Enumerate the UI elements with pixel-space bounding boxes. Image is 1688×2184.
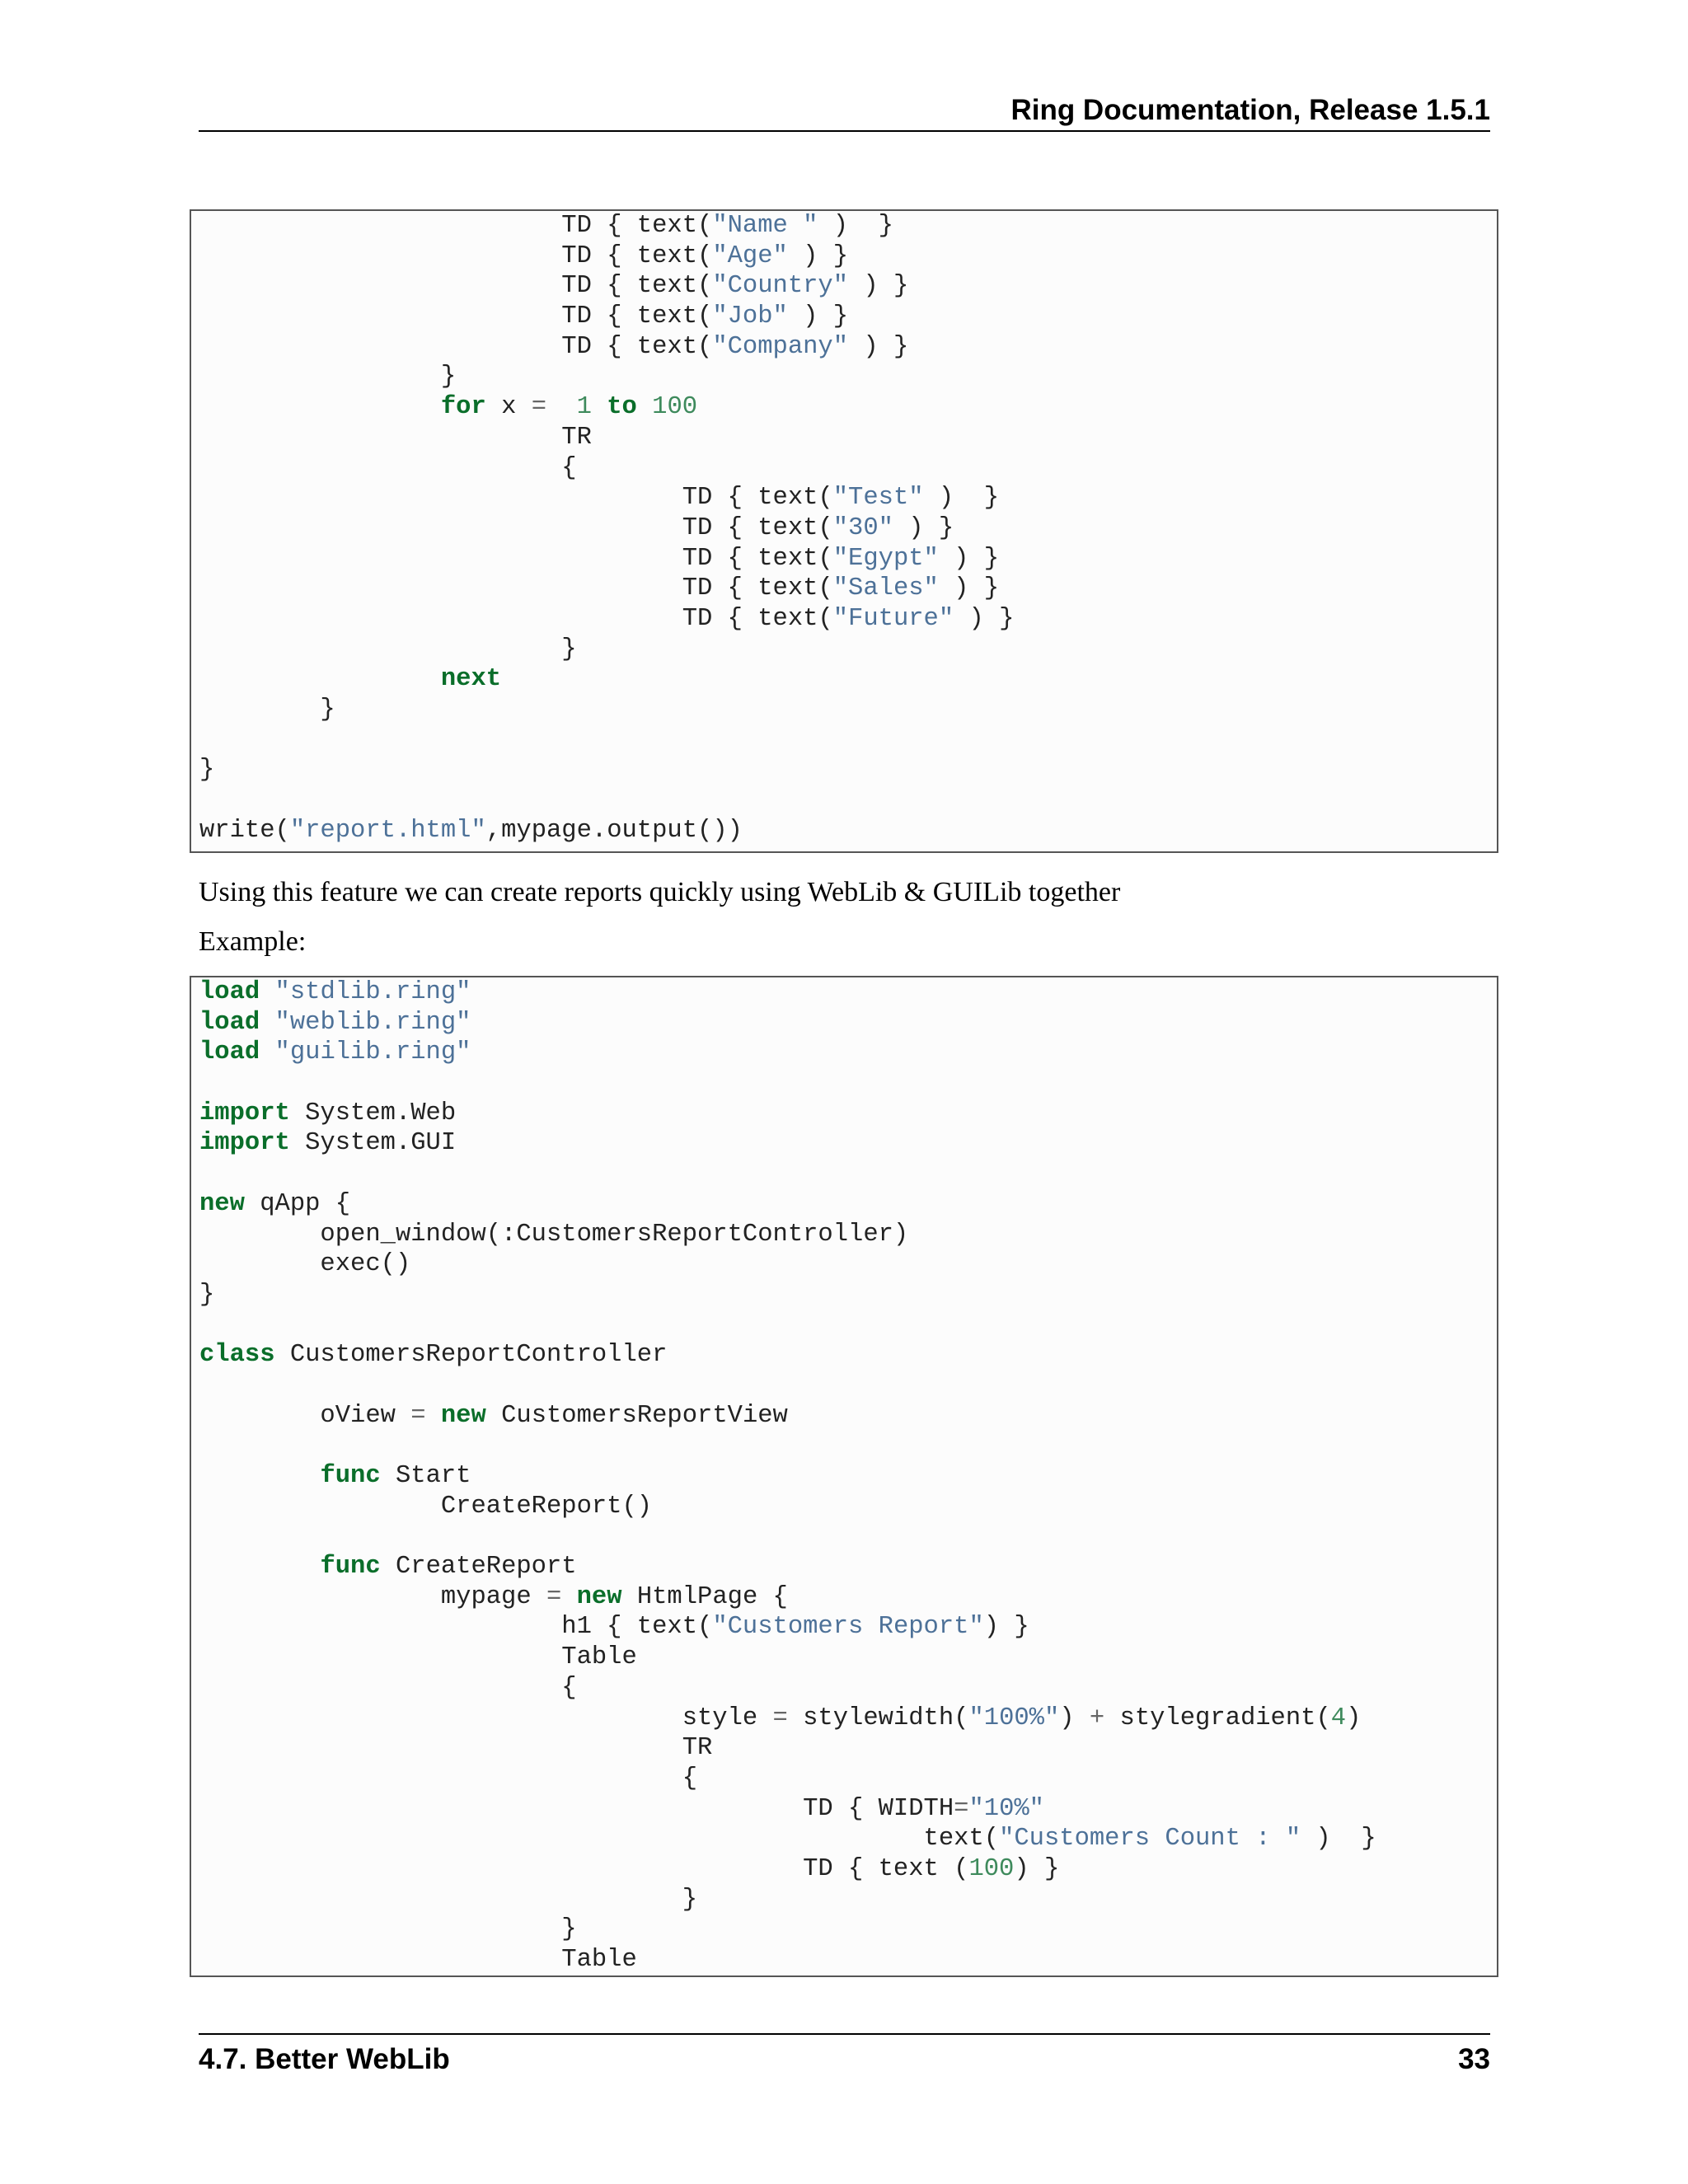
code-block-2-line: new qApp { <box>199 1189 351 1218</box>
code-block-2-line: Table <box>199 1643 637 1672</box>
code-block-2-line: } <box>199 1915 577 1944</box>
header-divider <box>199 130 1490 132</box>
code-block-2-line: open_window(:CustomersReportController) <box>199 1220 909 1249</box>
code-block-2-line: Table <box>199 1946 637 1974</box>
code-block-2-line: h1 { text("Customers Report") } <box>199 1613 1029 1642</box>
code-block-2-line <box>199 1371 1497 1401</box>
footer-divider <box>199 2033 1490 2035</box>
code-block-1 <box>190 209 1498 853</box>
code-block-1-line: } <box>199 363 457 391</box>
code-block-2-line: text("Customers Count : " ) } <box>199 1825 1376 1854</box>
code-block-2-line: exec() <box>199 1250 411 1279</box>
code-block-1-line: } <box>199 756 215 785</box>
code-block-2-line: } <box>199 1280 215 1309</box>
code-block-2-content <box>191 977 1497 1975</box>
code-block-2-line: TR <box>199 1734 713 1763</box>
code-block-1-line: TD { text("30" ) } <box>682 513 954 542</box>
code-block-1-content <box>191 211 1497 846</box>
code-block-2-line: load "guilib.ring" <box>199 1038 471 1067</box>
code-block-2-line: mypage = new HtmlPage { <box>199 1582 788 1611</box>
code-block-2-line: { <box>199 1764 697 1793</box>
code-block-1-line: TD { text("Age" ) } <box>561 241 849 270</box>
footer-page-number: 33 <box>1458 2043 1490 2075</box>
code-block-2-line: { <box>199 1673 577 1702</box>
code-block-1-line: TR <box>199 423 592 452</box>
code-block-1-line: TD { text("Future" ) } <box>682 604 1015 633</box>
code-block-1-line: write("report.html",mypage.output()) <box>199 816 743 845</box>
code-block-1-line: } <box>199 635 577 663</box>
code-block-2-line: oView = new CustomersReportView <box>199 1401 788 1430</box>
code-block-1-line: TD { text("Company" ) } <box>561 332 909 361</box>
code-block-1-line: TD { text("Country" ) } <box>561 272 909 301</box>
code-block-2-line <box>199 1310 1497 1341</box>
code-block-1-line: { <box>199 453 577 482</box>
footer-section-title: 4.7. Better WebLib <box>199 2043 450 2075</box>
code-block-2-line: class CustomersReportController <box>199 1341 668 1370</box>
code-block-2-line: load "weblib.ring" <box>199 1008 471 1037</box>
code-block-2-line <box>199 1068 1497 1099</box>
code-block-2-line <box>199 1521 1497 1552</box>
paragraph-intro: Using this feature we can create reports quickly using WebLib & GUILib together <box>199 877 1121 907</box>
code-block-2-line <box>199 1159 1497 1189</box>
code-block-1-line: next <box>440 665 502 694</box>
page-header-title: Ring Documentation, Release 1.5.1 <box>1010 94 1490 126</box>
code-block-2-line <box>199 1431 1497 1461</box>
code-block-1-line: for x = 1 to 100 <box>440 393 698 422</box>
code-block-1-line <box>199 725 1497 756</box>
code-block-1-line: TD { text("Job" ) } <box>561 302 849 331</box>
code-block-2-line: CreateReport() <box>199 1492 653 1521</box>
code-block-2-line: import System.GUI <box>199 1129 457 1158</box>
paragraph-example-label: Example: <box>199 926 307 957</box>
code-block-1-line: TD { text("Sales" ) } <box>682 574 1000 603</box>
code-block-2-line: func CreateReport <box>320 1553 577 1582</box>
code-block-2-line: func Start <box>320 1462 471 1490</box>
code-block-2 <box>190 976 1498 1977</box>
code-block-1-line: TD { text("Test" ) } <box>682 484 1000 513</box>
code-block-2-line: TD { WIDTH="10%" <box>199 1794 1044 1823</box>
code-block-1-line: TD { text("Name " ) } <box>561 212 893 240</box>
code-block-2-line: load "stdlib.ring" <box>199 978 471 1006</box>
code-block-2-line: TD { text (100) } <box>199 1854 1060 1883</box>
code-block-1-line <box>199 785 1497 816</box>
code-block-2-line: } <box>199 1885 697 1914</box>
code-block-2-line: import System.Web <box>199 1099 457 1127</box>
code-block-2-line: style = stylewidth("100%") + stylegradient(4) <box>199 1704 1362 1732</box>
code-block-1-line: TD { text("Egypt" ) } <box>682 544 1000 573</box>
code-block-1-line: } <box>199 696 335 724</box>
